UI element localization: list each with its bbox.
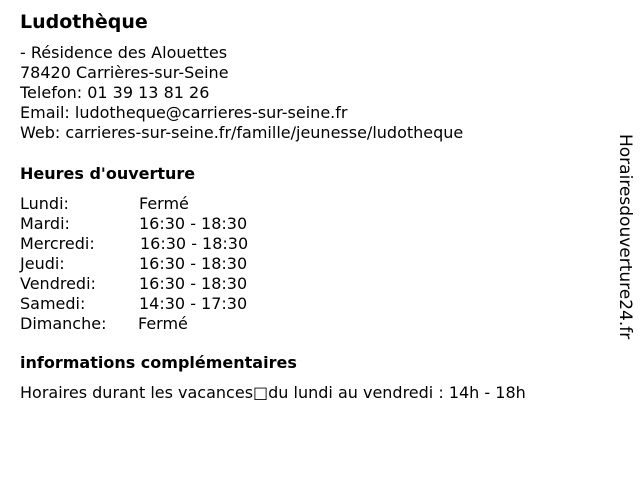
hours-day: Mercredi: xyxy=(20,234,95,253)
hours-day: Jeudi: xyxy=(20,254,65,273)
hours-time: 16:30 - 18:30 xyxy=(139,274,248,293)
hours-day: Lundi: xyxy=(20,194,69,213)
page-title: Ludothèque xyxy=(20,11,148,33)
hours-time: 14:30 - 17:30 xyxy=(139,294,248,313)
hours-heading: Heures d'ouverture xyxy=(20,164,196,183)
hours-time: 16:30 - 18:30 xyxy=(140,234,249,253)
hours-day: Vendredi: xyxy=(20,274,96,293)
watermark xyxy=(612,134,636,370)
address-line-1: - Résidence des Alouettes xyxy=(20,43,228,62)
address-block xyxy=(20,43,463,143)
email-line: Email: ludotheque@carrieres-sur-seine.fr xyxy=(20,103,348,122)
hours-day: Samedi: xyxy=(20,294,86,313)
hours-day: Mardi: xyxy=(20,214,70,233)
web-line: Web: carrieres-sur-seine.fr/famille/jeunesse/ludotheque xyxy=(20,123,464,142)
info-heading: informations complémentaires xyxy=(20,353,297,372)
hours-time: 16:30 - 18:30 xyxy=(139,214,248,233)
hours-time: Fermé xyxy=(139,194,189,213)
hours-time: Fermé xyxy=(138,314,188,333)
hours-day: Dimanche: xyxy=(20,314,107,333)
info-text: Horaires durant les vacances□du lundi au vendredi : 14h - 18h xyxy=(20,383,526,402)
address-line-2: 78420 Carrières-sur-Seine xyxy=(20,63,229,82)
watermark-text: Horairesdouverture24.fr xyxy=(615,134,635,340)
phone-line: Telefon: 01 39 13 81 26 xyxy=(20,83,210,102)
hours-time: 16:30 - 18:30 xyxy=(139,254,248,273)
